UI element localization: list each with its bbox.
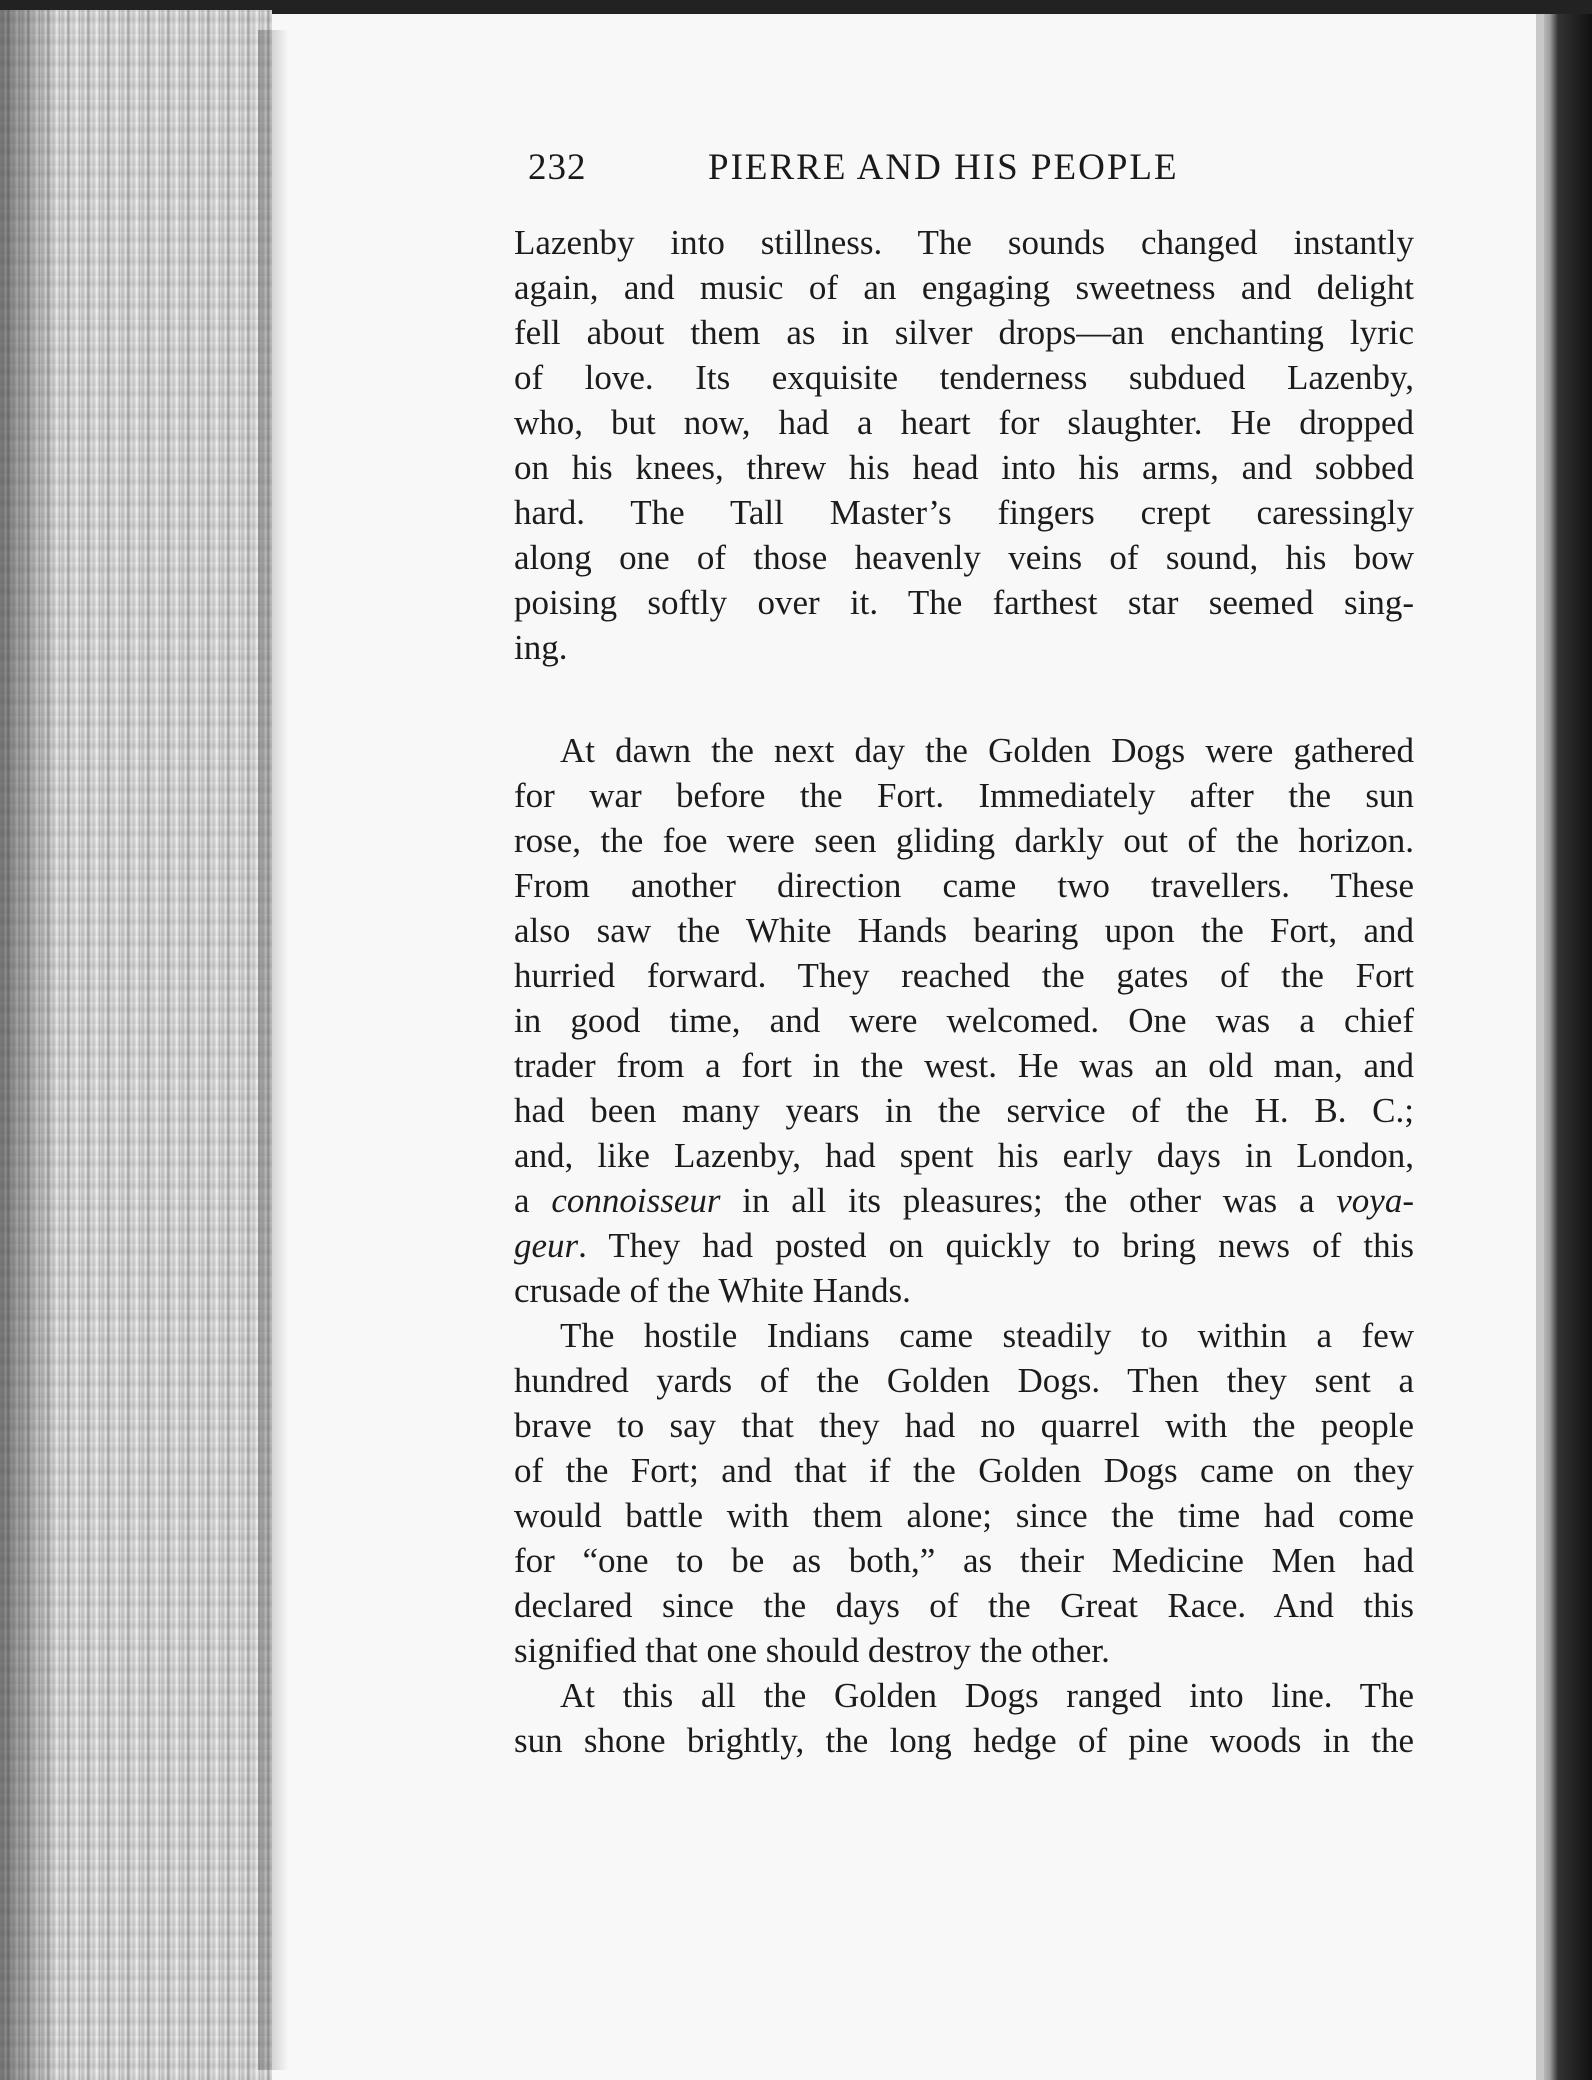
paragraph [514,220,1414,670]
book-page-edges [0,10,272,2080]
page-number: 232 [528,147,587,188]
body-text [514,220,1414,1763]
text-line: of the Fort; and that if the Golden Dogs came on they [514,1451,1414,1490]
text-line: fell about them as in silver drops—an enchanting lyric [514,313,1414,352]
text-line: had been many years in the service of the H. B. C.; [514,1091,1414,1130]
text-line: From another direction came two travellers. These [514,866,1414,905]
text-line: of love. Its exquisite tenderness subdued Lazenby, [514,358,1414,397]
text-line: and, like Lazenby, had spent his early days in London, [514,1136,1414,1175]
section-break [514,670,1414,728]
running-head [528,146,1248,189]
book-right-edge [1536,14,1592,2080]
paragraph [514,728,1414,1313]
text-line [514,1178,1414,1223]
text-line: hurried forward. They reached the gates of the Fort [514,956,1414,995]
running-title: PIERRE AND HIS PEOPLE [708,147,1179,188]
italic-word: geur [514,1226,579,1265]
text-segment: a [514,1181,552,1220]
text-line: hundred yards of the Golden Dogs. Then they sent a [514,1361,1414,1400]
text-line: also saw the White Hands bearing upon the Fort, and [514,911,1414,950]
paragraph [514,1313,1414,1673]
text-line: At dawn the next day the Golden Dogs were gathered [560,731,1414,770]
text-line: signified that one should destroy the other. [514,1631,1110,1670]
text-segment: . They had posted on quickly to bring news of this [578,1226,1414,1265]
text-line: would battle with them alone; since the time had come [514,1496,1414,1535]
text-line: ing. [514,628,568,667]
text-line: sun shone brightly, the long hedge of pine woods in the [514,1721,1414,1760]
text-line [514,1223,1414,1268]
text-line: who, but now, had a heart for slaughter. He dropped [514,403,1414,442]
text-line: Lazenby into stillness. The sounds changed instantly [514,223,1414,262]
text-line: declared since the days of the Great Race. And this [514,1586,1414,1625]
text-line: rose, the foe were seen gliding darkly out of the horizon. [514,821,1414,860]
text-line: for war before the Fort. Immediately after the sun [514,776,1414,815]
text-line: hard. The Tall Master’s fingers crept caressingly [514,493,1414,532]
text-line: poising softly over it. The farthest star seemed sing- [514,583,1414,622]
text-line: crusade of the White Hands. [514,1271,911,1310]
text-line: along one of those heavenly veins of sound, his bow [514,538,1414,577]
text-line: in good time, and were welcomed. One was a chief [514,1001,1414,1040]
text-line: At this all the Golden Dogs ranged into line. The [560,1676,1414,1715]
text-line: trader from a fort in the west. He was an old man, and [514,1046,1414,1085]
text-line: again, and music of an engaging sweetness and delight [514,268,1414,307]
paragraph [514,1673,1414,1763]
text-segment: in all its pleasures; the other was a [720,1181,1337,1220]
italic-word: voya- [1336,1181,1414,1220]
text-line: brave to say that they had no quarrel with the people [514,1406,1414,1445]
text-line: for “one to be as both,” as their Medicine Men had [514,1541,1414,1580]
text-line: The hostile Indians came steadily to within a few [560,1316,1414,1355]
text-line: on his knees, threw his head into his arms, and sobbed [514,448,1414,487]
gutter-shadow [258,30,288,2070]
italic-word: connoisseur [551,1181,721,1220]
